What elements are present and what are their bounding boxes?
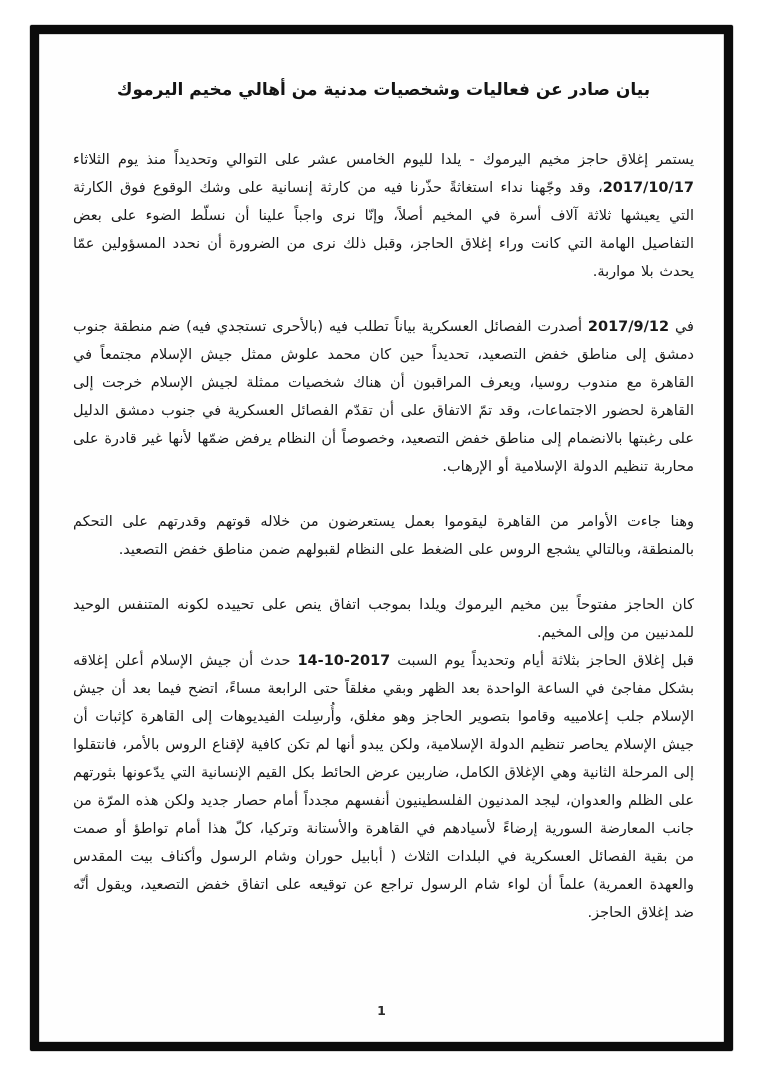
statement-paragraph-1	[73, 146, 694, 286]
page-title: بيان صادر عن فعاليات وشخصيات مدنية من أهالي مخيم اليرموك	[116, 80, 651, 100]
document-border-frame	[30, 25, 733, 1051]
statement-paragraph-2	[73, 313, 694, 481]
date-text: 2017-10-14	[297, 653, 391, 669]
document-body	[39, 34, 724, 1042]
date-text: 2017/10/17	[602, 180, 694, 196]
body-text: كان الحاجز مفتوحاً بين مخيم اليرموك ويلدا بموجب اتفاق ينص على تحييده لكونه المتنفس الوحيد للمدنيين من وإلى المخيم.	[73, 597, 694, 641]
body-text: ، وقد وجّهنا نداء استغاثةً حذّرنا فيه من كارثة إنسانية على وشك الوقوع فوق الكارثة التي يعيشها ثلاثة آلاف أسرة في المخيم أصلاً، وإنّا نرى واجباً علينا أن نسلّط الضوء على بعض التفاصيل الهامة التي كانت وراء إغلاق الحاجز، وقبل ذلك نرى من الضرورة أن نحدد المسؤولين عمّا يحدث بلا مواربة.	[73, 180, 694, 280]
body-text: حدث أن جيش الإسلام أعلن إغلاقه بشكل مفاجئ في الساعة الواحدة بعد الظهر وبقي مغلقاً حتى الرابعة مساءً، اتضح فيما بعد أن جيش الإسلام جلب إعلامييه وقاموا بتصوير الحاجز وهو مغلق، وأُرسِلت الفيديوهات إلى القاهرة كإثبات أن جيش الإسلام يحاصر تنظيم الدولة الإسلامية، ولكن يبدو أنها لم تكن كافية لإقناع الروس بالأمر، فانتقلوا إلى المرحلة الثانية وهي الإغلاق الكامل، ضاربين عرض الحائط بكل القيم الإنسانية التي يدّعونها بثورتهم على الظلم والعدوان، ليجد المدنيون الفلسطينيون أنفسهم مجدداً أمام حصار جديد ولكن هذه المرّة من جانب المعارضة السورية إرضاءً لأسيادهم في القاهرة والأستانة وتركيا، كلّ هذا أمام تواطؤ أو صمت من بقية الفصائل العسكرية في البلدات الثلاث ( أبابيل حوران وشام الرسول وأكناف بيت المقدس والعهدة العمرية) علماً أن لواء شام الرسول تراجع عن توقيعه على اتفاق خفض التصعيد، ويقول أنّه ضد إغلاق الحاجز.	[73, 653, 694, 921]
statement-paragraph-5	[73, 647, 694, 927]
body-text: وهنا جاءت الأوامر من القاهرة ليقوموا بعمل يستعرضون من خلاله قوتهم وقدرتهم على التحكم بالمنطقة، وبالتالي يشجع الروس على الضغط على النظام لقبولهم ضمن مناطق خفض التصعيد.	[73, 514, 694, 558]
page-number: 1	[377, 1003, 386, 1018]
body-text: في	[669, 319, 694, 335]
statement-paragraph-3	[73, 508, 694, 564]
statement-paragraph-4	[73, 591, 694, 647]
body-text: أصدرت الفصائل العسكرية بياناً تطلب فيه (بالأحرى تستجدي فيه) ضم منطقة جنوب دمشق إلى مناطق خفض التصعيد، تحديداً حين كان محمد علوش ممثل جيش الإسلام مجتمعاً في القاهرة مع مندوب روسيا، ويعرف المراقبون أن هناك شخصيات ممثلة لجيش الإسلام خرجت إلى القاهرة لحضور الاجتماعات، وقد تمّ الاتفاق على أن تقدّم الفصائل العسكرية في جنوب دمشق الدليل على رغبتها بالانضمام إلى مناطق خفض التصعيد، وخصوصاً أن النظام يرفض ضمّها لأنها غير قادرة على محاربة تنظيم الدولة الإسلامية أو الإرهاب.	[73, 319, 694, 475]
body-text: قبل إغلاق الحاجز بثلاثة أيام وتحديداً يوم السبت	[390, 653, 694, 669]
date-text: 2017/9/12	[587, 319, 670, 335]
body-text: يستمر إغلاق حاجز مخيم اليرموك - يلدا لليوم الخامس عشر على التوالي وتحديداً منذ يوم الثلاثاء	[73, 152, 694, 168]
